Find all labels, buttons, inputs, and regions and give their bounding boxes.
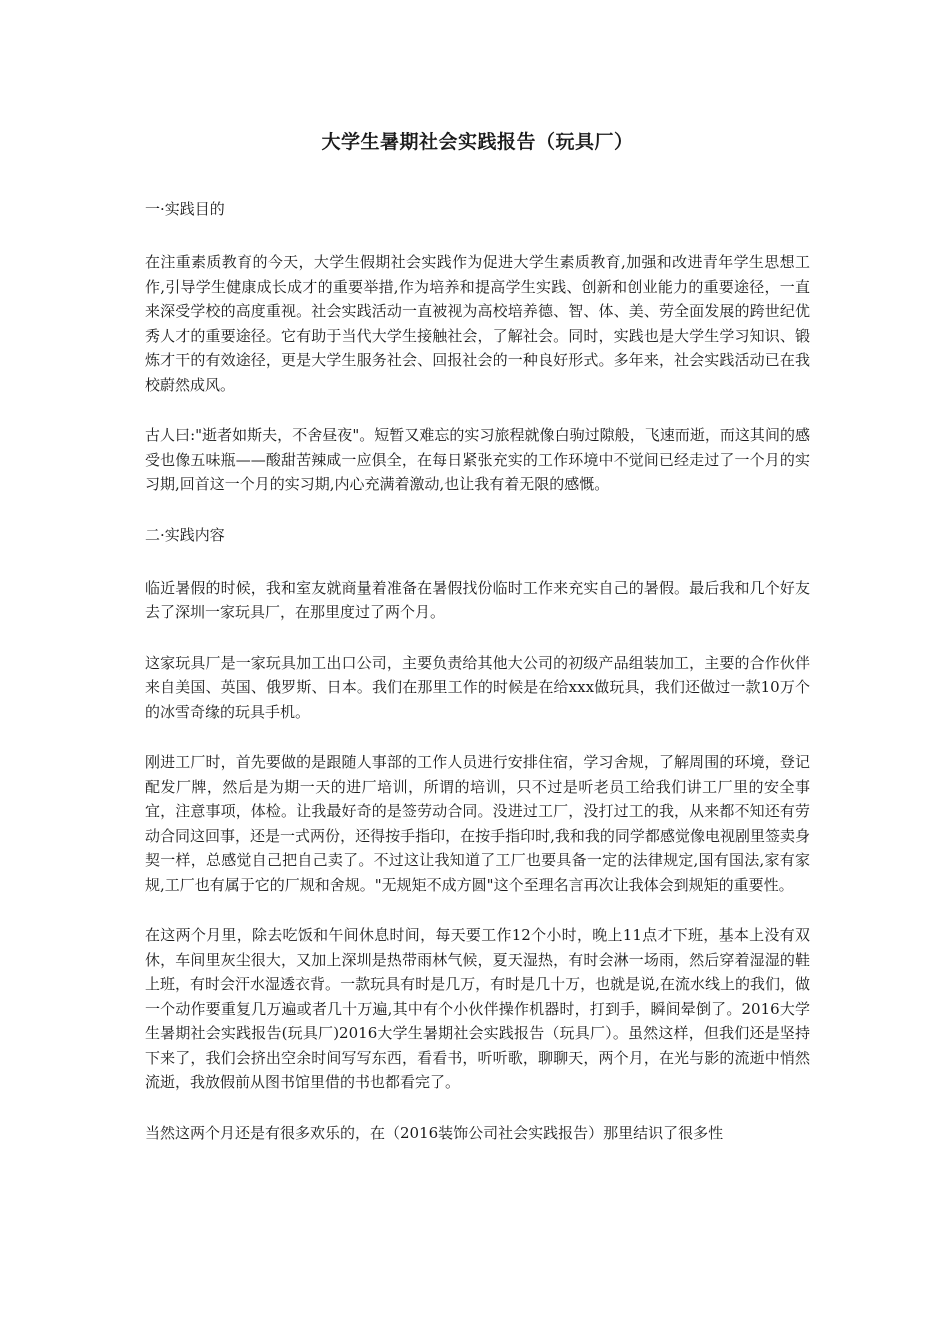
paragraph: 古人曰:"逝者如斯夫，不舍昼夜"。短暂又难忘的实习旅程就像白驹过隙般，飞速而逝，而这其间的感受也像五味瓶——酸甜苦辣咸一应俱全，在每日紧张充实的工作环境中不觉间已经走过了一个月的实习期,回首这一个月的实习期,内心充满着激动,也让我有着无限的感慨。	[145, 426, 810, 493]
paragraph: 在注重素质教育的今天，大学生假期社会实践作为促进大学生素质教育,加强和改进青年学生思想工作,引导学生健康成长成才的重要举措,作为培养和提高学生实践、创新和创业能力的重要途径，一直来深受学校的高度重视。社会实践活动一直被视为高校培养德、智、体、美、劳全面发展的跨世纪优秀人才的重要途径。它有助于当代大学生接触社会，了解社会。同时，实践也是大学生学习知识、锻炼才干的有效途径，更是大学生服务社会、回报社会的一种良好形式。多年来，社会实践活动已在我校蔚然成风。	[145, 253, 810, 394]
paragraph: 在这两个月里，除去吃饭和午间休息时间，每天要工作12个小时，晚上11点才下班，基本上没有双休，车间里灰尘很大，又加上深圳是热带雨林气候，夏天湿热，有时会淋一场雨，然后穿着湿湿的鞋上班，有时会汗水湿透衣背。一款玩具有时是几万，有时是几十万，也就是说,在流水线上的我们，做一个动作要重复几万遍或者几十万遍,其中有个小伙伴操作机器时，打到手，瞬间晕倒了。2016大学生暑期社会实践报告(玩具厂)2016大学生暑期社会实践报告（玩具厂）。虽然这样，但我们还是坚持下来了，我们会挤出空余时间写写东西，看看书，听听歌，聊聊天，两个月，在光与影的流逝中悄然流逝，我放假前从图书馆里借的书也都看完了。	[145, 926, 810, 1091]
paragraph: 当然这两个月还是有很多欢乐的，在（2016装饰公司社会实践报告）那里结识了很多性	[145, 1123, 724, 1142]
document-title: 大学生暑期社会实践报告（玩具厂）	[321, 131, 634, 153]
section-heading-purpose: 一·实践目的	[145, 200, 225, 218]
paragraph: 刚进工厂时，首先要做的是跟随人事部的工作人员进行安排住宿，学习舍规，了解周围的环境，登记配发厂牌，然后是为期一天的进厂培训，所谓的培训，只不过是听老员工给我们讲工厂里的安全事宜，注意事项，体检。让我最好奇的是签劳动合同。没进过工厂，没打过工的我，从来都不知还有劳动合同这回事，还是一式两份，还得按手指印，在按手指印时,我和我的同学都感觉像电视剧里签卖身契一样，总感觉自己把自己卖了。不过这让我知道了工厂也要具备一定的法律规定,国有国法,家有家规,工厂也有属于它的厂规和舍规。"无规矩不成方圆"这个至理名言再次让我体会到规矩的重要性。	[145, 753, 810, 894]
paragraph: 这家玩具厂是一家玩具加工出口公司，主要负责给其他大公司的初级产品组装加工，主要的合作伙伴来自美国、英国、俄罗斯、日本。我们在那里工作的时候是在给xxx做玩具，我们还做过一款10万个的冰雪奇缘的玩具手机。	[145, 653, 810, 721]
section-heading-content: 二·实践内容	[145, 525, 225, 544]
paragraph: 临近暑假的时候，我和室友就商量着准备在暑假找份临时工作来充实自己的暑假。最后我和几个好友去了深圳一家玩具厂，在那里度过了两个月。	[145, 578, 810, 621]
